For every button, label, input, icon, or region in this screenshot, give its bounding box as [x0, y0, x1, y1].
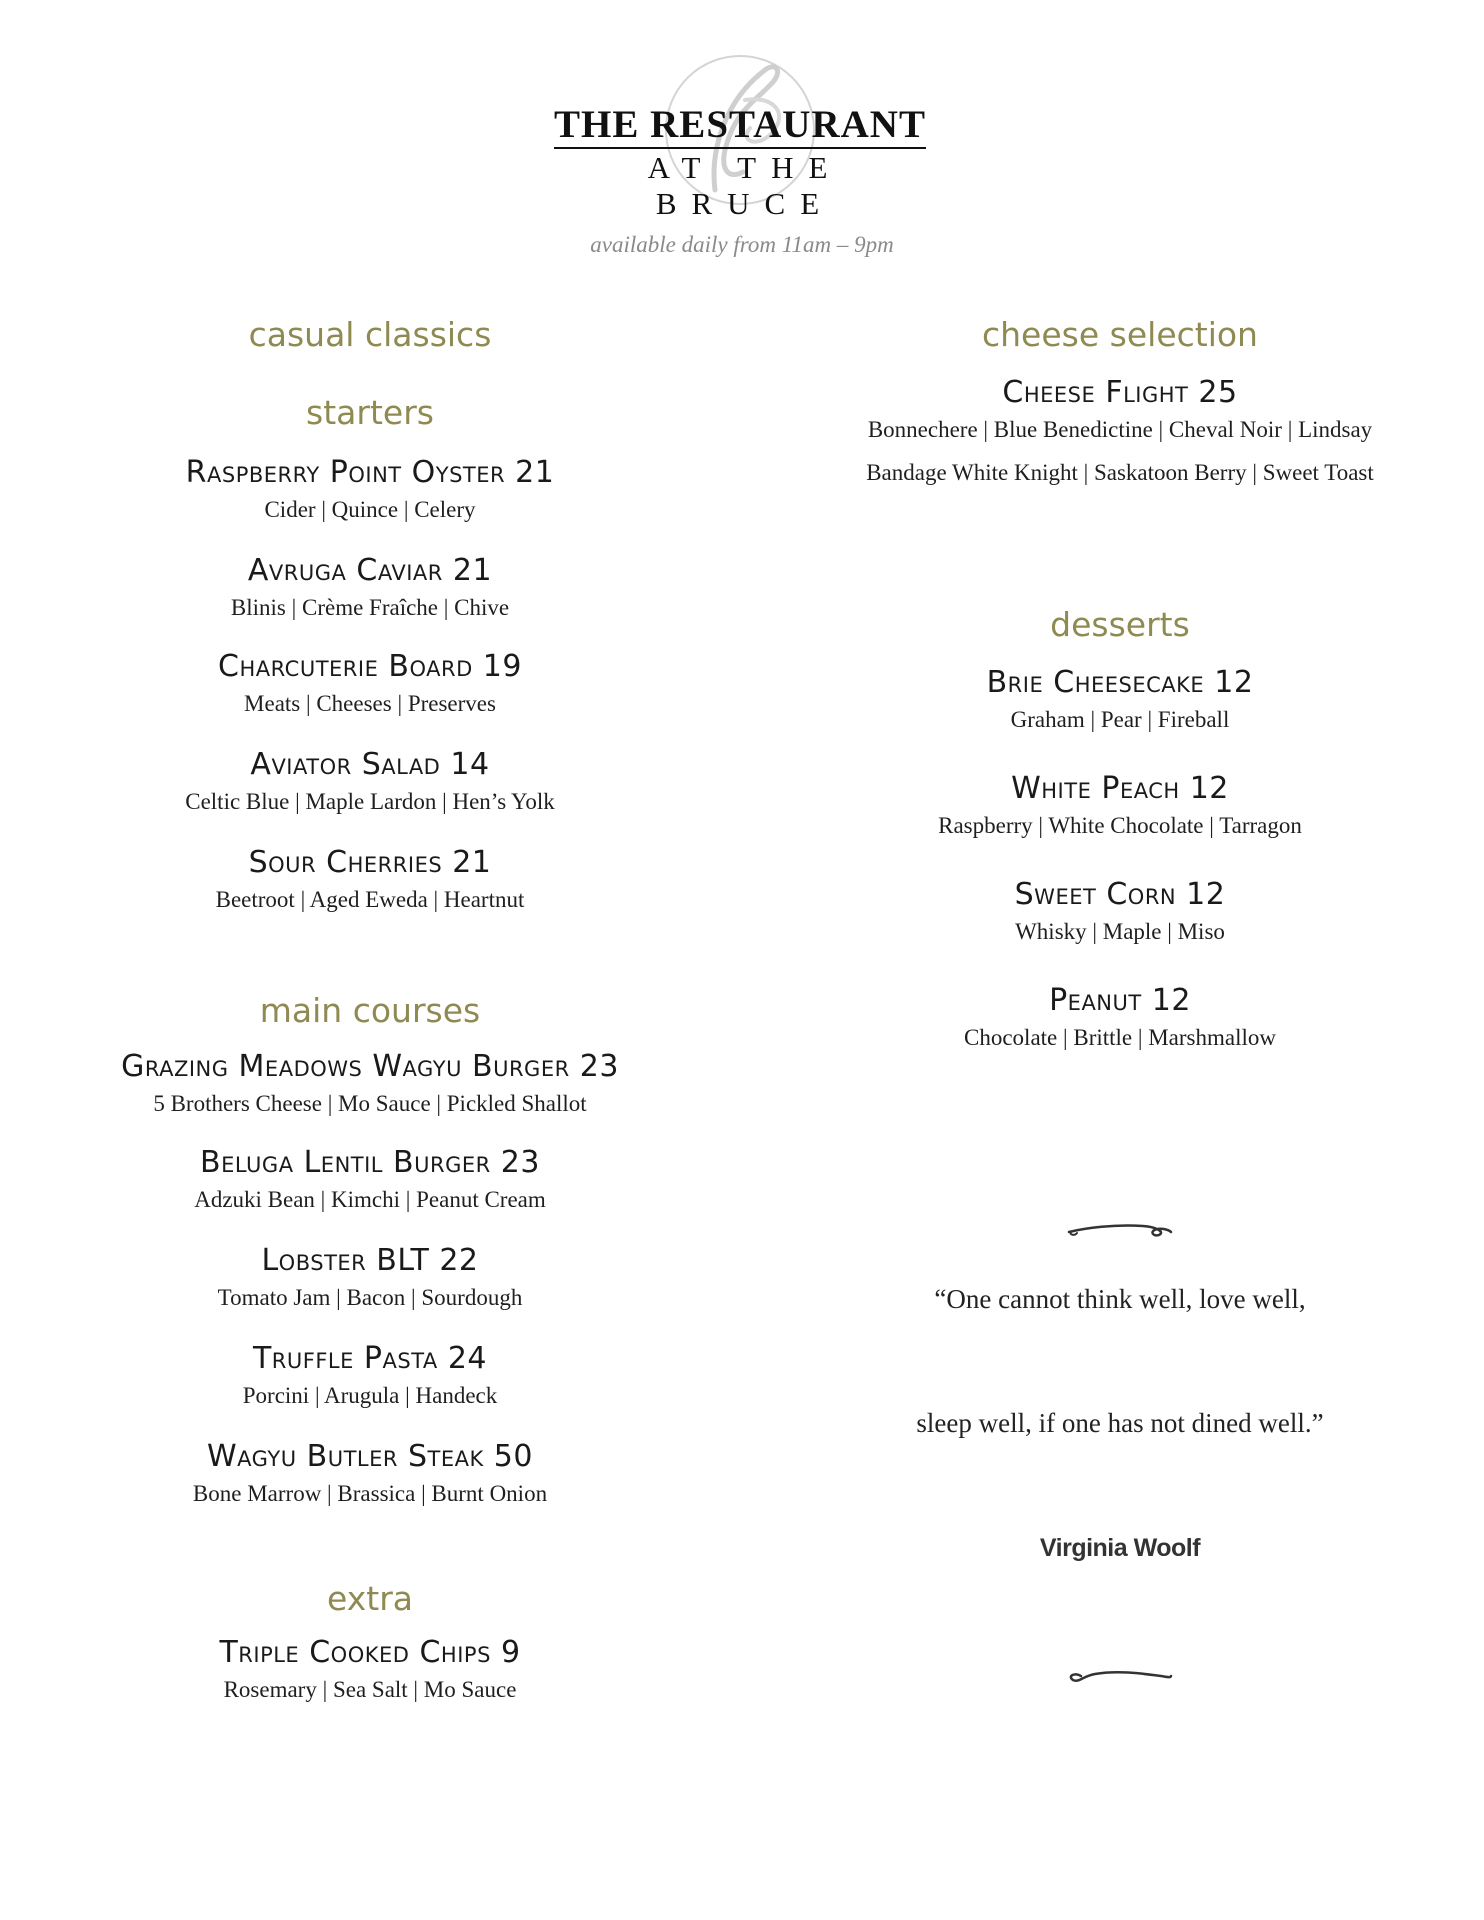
menu-item	[770, 665, 1470, 732]
logo-title: THE RESTAURANT	[554, 103, 926, 146]
item-description: Celtic Blue | Maple Lardon | Hen’s Yolk	[185, 789, 555, 814]
menu-item	[20, 1341, 720, 1408]
item-description: Cider | Quince | Celery	[264, 497, 476, 522]
item-description: Bandage White Knight | Saskatoon Berry | Sweet Toast	[866, 460, 1374, 485]
item-name: Truffle Pasta 24	[252, 1341, 487, 1376]
menu-item	[770, 771, 1470, 838]
desserts-heading: desserts	[1050, 605, 1190, 644]
item-description: Rosemary | Sea Salt | Mo Sauce	[223, 1677, 517, 1702]
flourish-divider-icon	[770, 1218, 1470, 1240]
item-name: Sour Cherries 21	[248, 845, 492, 880]
item-description: Adzuki Bean | Kimchi | Peanut Cream	[194, 1187, 546, 1212]
item-description: Blinis | Crème Fraîche | Chive	[230, 595, 510, 620]
hours-text: available daily from 11am – 9pm	[590, 232, 894, 257]
item-description: Meats | Cheeses | Preserves	[244, 691, 496, 716]
item-name: Beluga Lentil Burger 23	[200, 1145, 540, 1180]
menu-item	[20, 1439, 720, 1506]
menu-item	[770, 983, 1470, 1050]
item-name: Triple Cooked Chips 9	[219, 1635, 521, 1670]
item-name: White Peach 12	[1011, 771, 1229, 806]
logo-subtitle: AT THE BRUCE	[647, 150, 843, 221]
item-name: Brie Cheesecake 12	[986, 665, 1254, 700]
item-description: Raspberry | White Chocolate | Tarragon	[938, 813, 1302, 838]
item-name: Peanut 12	[1049, 983, 1191, 1018]
casual-classics-heading: casual classics	[248, 315, 492, 354]
menu-item	[20, 1635, 720, 1702]
extra-heading: extra	[327, 1579, 413, 1618]
quote-line-1: “One cannot think well, love well,	[934, 1284, 1306, 1314]
item-name: Avruga Caviar 21	[247, 553, 493, 588]
menu-item	[20, 1243, 720, 1310]
quote-line-2: sleep well, if one has not dined well.”	[916, 1408, 1324, 1438]
menu-item	[20, 455, 720, 522]
menu-item	[20, 845, 720, 912]
item-description: Graham | Pear | Fireball	[1010, 707, 1230, 732]
menu-item	[20, 649, 720, 716]
item-description: Whisky | Maple | Miso	[1015, 919, 1225, 944]
item-description: Chocolate | Brittle | Marshmallow	[964, 1025, 1276, 1050]
menu-item	[770, 375, 1470, 485]
item-description: Tomato Jam | Bacon | Sourdough	[217, 1285, 523, 1310]
item-name: Lobster BLT 22	[261, 1243, 479, 1278]
menu-item	[20, 1145, 720, 1212]
item-name: Wagyu Butler Steak 50	[207, 1439, 533, 1474]
restaurant-logo	[540, 40, 940, 220]
item-name: Charcuterie Board 19	[218, 649, 522, 684]
starters-heading: starters	[306, 393, 434, 432]
cheese-selection-heading: cheese selection	[982, 315, 1258, 354]
menu-item	[770, 877, 1470, 944]
item-name: Grazing Meadows Wagyu Burger 23	[121, 1049, 619, 1084]
menu-item	[20, 553, 720, 620]
menu-header	[0, 30, 1484, 270]
item-description: Bonnechere | Blue Benedictine | Cheval Noir | Lindsay	[867, 417, 1373, 442]
item-description: Porcini | Arugula | Handeck	[242, 1383, 498, 1408]
quote-author: Virginia Woolf	[1039, 1534, 1201, 1562]
logo-divider	[554, 147, 926, 149]
item-description: Bone Marrow | Brassica | Burnt Onion	[192, 1481, 548, 1506]
main-courses-heading: main courses	[259, 991, 481, 1030]
item-description: 5 Brothers Cheese | Mo Sauce | Pickled Shallot	[153, 1091, 587, 1116]
menu-item	[20, 1049, 720, 1116]
item-name: Aviator Salad 14	[250, 747, 490, 782]
item-name: Cheese Flight 25	[1002, 375, 1238, 410]
item-name: Raspberry Point Oyster 21	[185, 455, 555, 490]
item-description: Beetroot | Aged Eweda | Heartnut	[215, 887, 525, 912]
flourish-divider-icon	[770, 1664, 1470, 1686]
menu-item	[20, 747, 720, 814]
item-name: Sweet Corn 12	[1014, 877, 1226, 912]
